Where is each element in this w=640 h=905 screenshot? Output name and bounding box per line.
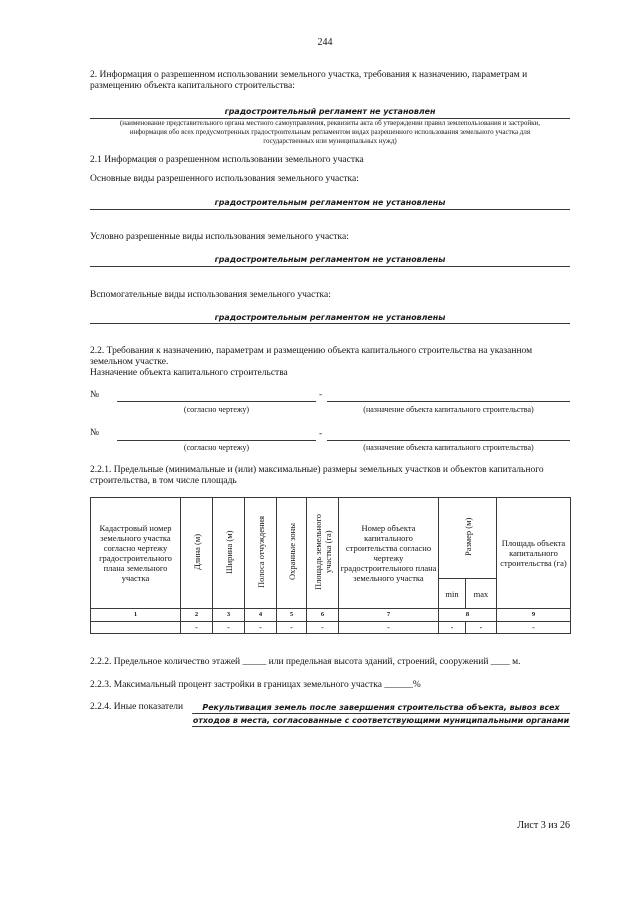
limits-table [90, 497, 571, 634]
table-cell: - [307, 622, 339, 634]
header-width-label: Ширина (м) [223, 530, 234, 574]
table-cell: - [181, 622, 213, 634]
column-number: 5 [277, 609, 307, 622]
column-number: 3 [213, 609, 245, 622]
main-uses-label: Основные виды разрешенного использования земельного участка: [90, 174, 359, 184]
header-object-area: Площадь объекта капитального строительства (га) [497, 498, 571, 609]
header-length-label: Длина (м) [191, 533, 202, 571]
column-number: 8 [439, 609, 497, 622]
header-size-min: min [439, 579, 466, 609]
object-row-1-separator: - [319, 390, 323, 400]
header-size-label: Размер (м) [462, 517, 473, 557]
object-row-2-right-caption: (назначение объекта капитального строительства) [363, 443, 534, 452]
column-number: 1 [91, 609, 181, 622]
object-row-1-purpose-line [327, 401, 570, 402]
page-number: 244 [317, 37, 333, 48]
object-row-2-purpose-line [327, 440, 570, 441]
header-width [213, 498, 245, 609]
object-row-2-left-caption: (согласно чертежу) [183, 443, 250, 452]
sheet-counter: Лист 3 из 26 [517, 820, 570, 831]
other-indicators-value-line-2: отходов в места, согласованные с соответствующими муниципальными органами [192, 716, 570, 725]
table-cell [91, 622, 181, 634]
section-2-2-heading-line-2: земельном участке. [90, 357, 169, 367]
object-row-1-right-caption: (назначение объекта капитального строительства) [363, 405, 534, 414]
header-plot-area [307, 498, 339, 609]
auxiliary-uses-value: градостроительным регламентом не установлены [214, 313, 446, 322]
section-2-2-1-heading-line-2: строительства, в том числе площадь [90, 476, 237, 486]
section-2-heading-line-2: размещению объекта капитального строительства: [90, 81, 295, 91]
section-2-2-2-floors-height: 2.2.2. Предельное количество этажей _____ или предельная высота зданий, строений, сооружений ____ м. [90, 657, 521, 667]
table-cell: - [245, 622, 277, 634]
section-2-2-3-max-coverage: 2.2.3. Максимальный процент застройки в границах земельного участка ______% [90, 680, 421, 690]
table-cell: - [466, 622, 497, 634]
regulation-caption-line-2: информация обо всех предусмотренных градостроительным регламентом видах разрешенного использования земельного участка для [129, 128, 531, 136]
conditional-uses-underline [90, 266, 570, 267]
table-cell: - [439, 622, 466, 634]
header-exclusion-strip [245, 498, 277, 609]
object-row-2-number-line [117, 440, 316, 441]
section-2-1-heading: 2.1 Информация о разрешенном использовании земельного участка [90, 155, 364, 165]
column-number: 7 [339, 609, 439, 622]
header-exclusion-strip-label: Полоса отчуждения [255, 516, 266, 588]
column-number: 4 [245, 609, 277, 622]
column-number: 2 [181, 609, 213, 622]
main-uses-value: градостроительным регламентом не установлены [214, 198, 446, 207]
table-header-row [91, 498, 571, 579]
header-plot-area-label: Площадь земельного участка (га) [312, 514, 333, 590]
section-2-heading-line-1: 2. Информация о разрешенном использовании земельного участка, требования к назначению, параметрам и [90, 70, 528, 80]
section-2-2-heading-line-1: 2.2. Требования к назначению, параметрам и размещению объекта капитального строительства на указанном [90, 346, 533, 356]
other-indicators-underline-2 [192, 726, 570, 727]
object-row-2-number-sign: № [90, 428, 100, 438]
regulation-value: градостроительный регламент не установлен [224, 107, 436, 116]
section-2-2-4-label: 2.2.4. Иные показатели [90, 702, 184, 712]
conditional-uses-label: Условно разрешенные виды использования земельного участка: [90, 232, 349, 242]
object-row-1-number-line [117, 401, 316, 402]
header-protected-zones-label: Охранные зоны [286, 523, 297, 581]
table-row [91, 622, 571, 634]
header-size [439, 498, 497, 579]
object-row-1-left-caption: (согласно чертежу) [183, 405, 250, 414]
column-number: 6 [307, 609, 339, 622]
regulation-caption-line-3: государственных или муниципальных нужд) [263, 137, 397, 145]
conditional-uses-value: градостроительным регламентом не установлены [214, 255, 446, 264]
header-protected-zones [277, 498, 307, 609]
section-2-2-1-heading-line-1: 2.2.1. Предельные (минимальные и (или) максимальные) размеры земельных участков и объектов капитального [90, 465, 544, 475]
auxiliary-uses-label: Вспомогательные виды использования земельного участка: [90, 290, 331, 300]
table-cell: - [339, 622, 439, 634]
table-cell: - [213, 622, 245, 634]
regulation-caption-line-1: (наименование представительного органа местного самоуправления, реквизиты акта об утверждении правил землепользования и застройки, [119, 119, 541, 127]
header-length [181, 498, 213, 609]
auxiliary-uses-underline [90, 323, 570, 324]
other-indicators-value-line-1: Рекультивация земель после завершения строительства объекта, вывоз всех [202, 703, 560, 712]
table-column-numbers-row [91, 609, 571, 622]
object-row-2-separator: - [319, 429, 323, 439]
main-uses-underline [90, 209, 570, 210]
purpose-label: Назначение объекта капитального строительства [90, 368, 288, 378]
other-indicators-underline-1 [192, 713, 570, 714]
table-cell: - [277, 622, 307, 634]
header-size-max: max [466, 579, 497, 609]
header-cadastral-number: Кадастровый номер земельного участка согласно чертежу градостроительного плана земельного участка [91, 498, 181, 609]
column-number: 9 [497, 609, 571, 622]
header-object-number: Номер объекта капитального строительства согласно чертежу градостроительного плана земельного участка [339, 498, 439, 609]
object-row-1-number-sign: № [90, 390, 100, 400]
table-cell: - [497, 622, 571, 634]
